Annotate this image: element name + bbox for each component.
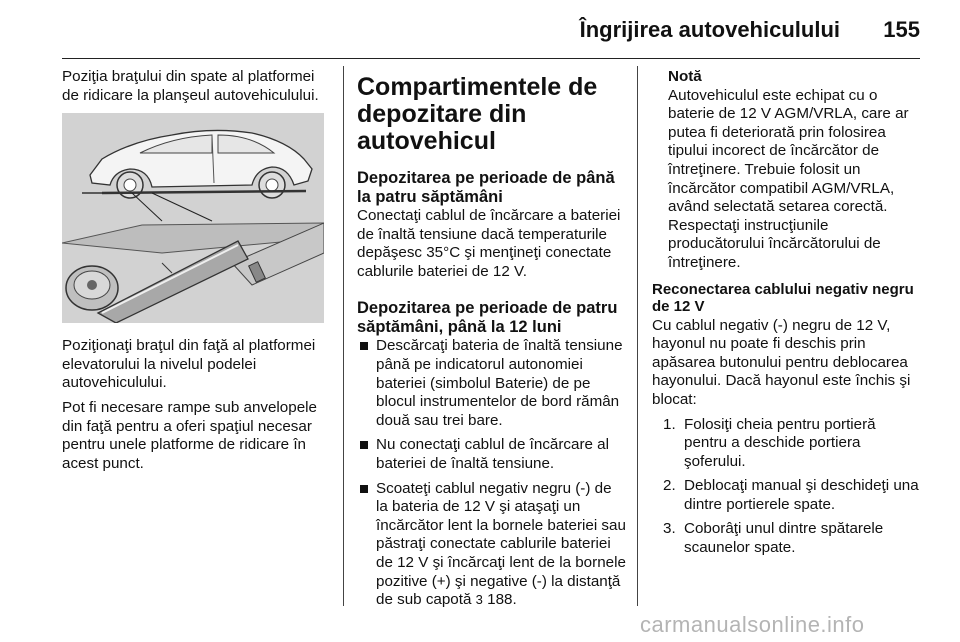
- list-item: [357, 480, 627, 610]
- bullet-icon: [360, 342, 368, 350]
- short-storage-text: Conectaţi cablul de încărcare a bateriei de înaltă tensiune dacă temperaturile depăşesc 35°C şi menţineţi conectate cablurile bateriei de 12 V.: [357, 207, 621, 280]
- list-item: [652, 520, 922, 557]
- header-title: Îngrijirea autovehiculului: [579, 17, 840, 42]
- subsection-title-short-storage: Depozitarea pe perioade de până la patru săptămâni: [357, 169, 615, 206]
- column-divider: [637, 66, 638, 606]
- step-number: 3.: [663, 520, 676, 538]
- list-item: [652, 416, 922, 472]
- paragraph-front-arm: Poziţionaţi braţul din faţă al platformei elevatorului la nivelul podelei autovehiculului.: [62, 337, 316, 392]
- list-item: [357, 337, 627, 430]
- page-header: [62, 0, 920, 59]
- steps-list: [652, 416, 922, 558]
- reconnect-text: Cu cablul negativ (-) negru de 12 V, hayonul nu poate fi deschis prin apăsarea butonului pentru deblocarea hayonului. Dacă hayonul este închis şi blocat:: [652, 316, 911, 408]
- page-number: 155: [883, 17, 920, 42]
- note-body: Autovehiculul este echipat cu o baterie de 12 V AGM/VRLA, care ar putea fi deteriorată prin folosirea tipului incorect de încărcător de întreţinere. Trebuie folosit un încărcător compatibil AGM/VRLA, având selectată setarea corectă. Respectaţi instrucţiunile producătorului încărcătorului de întreţinere.: [668, 86, 909, 271]
- list-item-text: Scoateţi cablul negativ negru (-) de la bateria de 12 V şi ataşaţi un încărcător lent la bornele bateriei sau păstraţi conectate cablurile bateriei de 12 V şi încărcaţi lent de la bornele pozitive (+) şi negative (-) la distanţă de sub capotă: [376, 479, 626, 609]
- bullet-icon: [360, 441, 368, 449]
- step-text: Folosiţi cheia pentru portieră pentru a deschide portiera şoferului.: [684, 415, 876, 470]
- list-item: [357, 436, 627, 473]
- column-divider: [343, 66, 344, 606]
- paragraph-ramps: Pot fi necesare rampe sub anvelopele din faţă pentru a oferi spaţiul necesar pentru unele platforme de ridicare în acest punct.: [62, 398, 317, 472]
- column-middle: [357, 68, 627, 616]
- reconnect-title: Reconectarea cablului negativ negru de 12 V: [652, 280, 914, 316]
- column-left: [62, 68, 328, 479]
- list-item-text: Nu conectaţi cablul de încărcare al bateriei de înaltă tensiune.: [376, 436, 610, 472]
- list-item: [652, 477, 922, 514]
- note-title: Notă: [668, 68, 702, 85]
- section-title: Compartimentele de depozitare din autovehicul: [357, 73, 598, 155]
- watermark: carmanualsonline.info: [640, 612, 865, 637]
- bullet-icon: [360, 485, 368, 493]
- intro-text: Poziţia braţului din spate al platformei de ridicare la planşeul autovehiculului.: [62, 68, 319, 104]
- lift-arm-illustration: [62, 113, 324, 323]
- step-number: 1.: [663, 415, 676, 433]
- list-item-text: Descărcaţi bateria de înaltă tensiune până pe indicatorul autonomiei bateriei (simbolul Baterie) de pe blocul instrumentelor de bord rămân două sau trei bare.: [376, 337, 623, 429]
- step-number: 2.: [663, 477, 676, 495]
- car-lift-drawing: [62, 113, 324, 323]
- column-right: [652, 68, 922, 564]
- page-reference[interactable]: 188.: [487, 591, 517, 609]
- long-storage-list: [357, 337, 627, 609]
- subsection-title-long-storage: Depozitarea pe perioade de patru săptămâni, până la 12 luni: [357, 299, 618, 337]
- step-text: Coborâţi unul dintre spătarele scaunelor spate.: [684, 520, 884, 557]
- note-box: [652, 68, 922, 273]
- step-text: Deblocaţi manual şi deschideţi una dintre portierele spate.: [684, 477, 919, 513]
- page-reference-arrow-icon: 3: [475, 592, 483, 608]
